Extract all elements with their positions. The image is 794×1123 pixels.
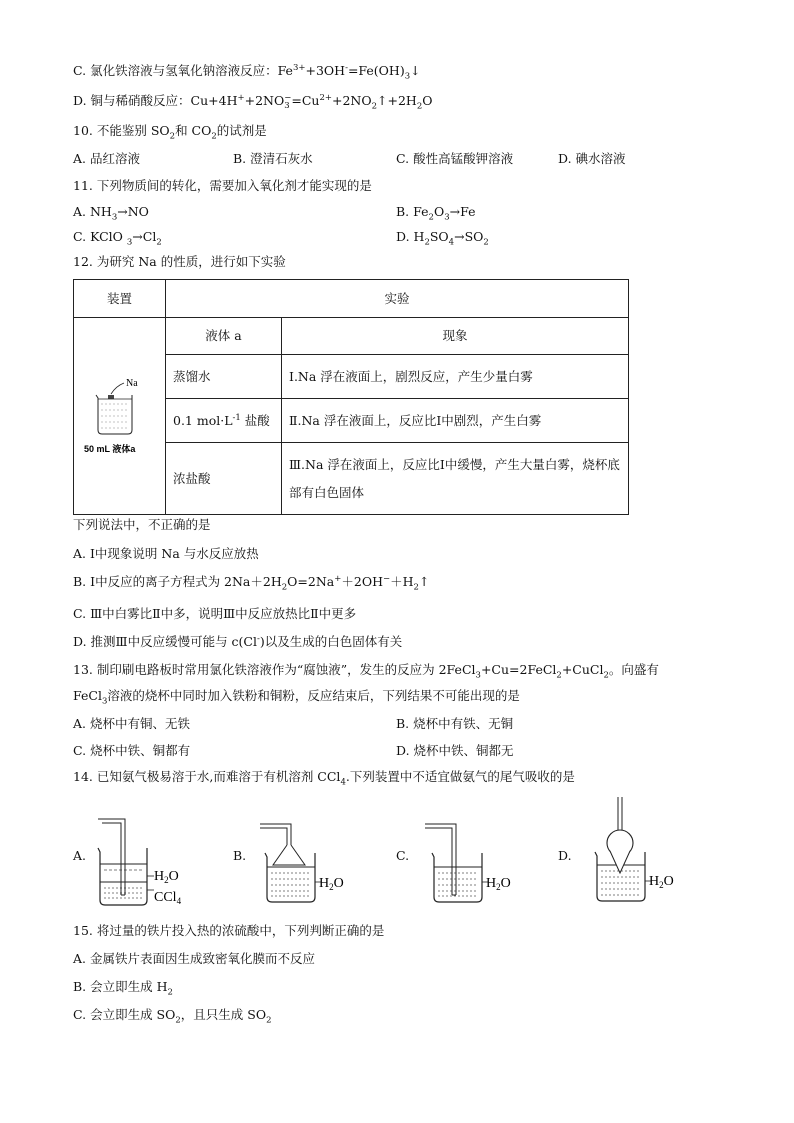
q14-fig-d-apparatus: [585, 795, 695, 905]
beaker-outline: [265, 853, 315, 902]
q13-stem-line2: FeCl$_3$溶液的烧杯中同时加入铁粉和铜粉，反应结束后，下列结果不可能出现的是: [73, 688, 520, 707]
na-arrow-line: [111, 383, 124, 394]
q15-option-a: A. 金属铁片表面因生成致密氧化膜而不反应: [73, 951, 315, 966]
q13-option-c: C. 烧杯中铁、铜都有: [73, 743, 191, 758]
q12-option-c: C. Ⅲ中白雾比Ⅱ中多，说明Ⅲ中反应放热比Ⅱ中更多: [73, 606, 357, 621]
beaker-outline: [98, 848, 147, 905]
q11-option-d: D. $H_2SO_4\to SO_2$: [396, 229, 489, 248]
q13-option-d: D. 烧杯中铁、铜都无: [396, 743, 514, 758]
q12-option-d: D. 推测Ⅲ中反应缓慢可能与 c(Cl-)以及生成的白色固体有关: [73, 633, 403, 649]
q10-stem: 10. 不能鉴别 $SO_2$和 $CO_2$的试剂是: [73, 123, 267, 142]
q11-option-a: A. $NH_3\to NO$: [73, 204, 149, 223]
h2o-label: $H_2O$: [319, 876, 344, 892]
q10-option-a: A. 品红溶液: [73, 151, 140, 166]
q11-option-b: B. $Fe_2O_3\to Fe$: [396, 204, 476, 223]
bulb-tip: [610, 851, 630, 873]
beaker-label: 50 mL 液体a: [84, 444, 136, 454]
liquid-cell: 0.1 $mol\cdot L^{-1}$ 盐酸: [166, 399, 282, 443]
q10-option-d: D. 碘水溶液: [558, 151, 626, 166]
table-header-liquid: 液体 a: [166, 318, 282, 355]
table-header-phenomenon: 现象: [282, 318, 629, 355]
phenomenon-cell: Ⅲ.Na 浮在液面上，反应比Ⅰ中缓慢，产生大量白雾，烧杯底部有白色固体: [282, 443, 629, 515]
q13-option-b: B. 烧杯中有铁、无铜: [396, 716, 514, 731]
beaker-outline: [432, 853, 482, 902]
liquid-cell: 蒸馏水: [166, 355, 282, 399]
q12-question: 下列说法中，不正确的是: [73, 517, 211, 532]
h2o-label: $H_2O$: [649, 874, 674, 890]
q10-option-c: C. 酸性高锰酸钾溶液: [396, 151, 514, 166]
q12-option-a: A. Ⅰ中现象说明 Na 与水反应放热: [73, 546, 259, 561]
q14-fig-b-apparatus: [255, 815, 365, 910]
q11-stem: 11. 下列物质间的转化，需要加入氧化剂才能实现的是: [73, 178, 372, 193]
q9-option-c: C. 氯化铁溶液与氢氧化钠溶液反应：$Fe^{3+}+3OH^-=Fe(OH)_3↓$: [73, 62, 421, 82]
table-header-experiment: 实验: [166, 280, 629, 318]
phenomenon-cell: Ⅰ.Na 浮在液面上，剧烈反应，产生少量白雾: [282, 355, 629, 399]
q14-fig-a-letter: A.: [73, 848, 87, 863]
q14-fig-c-apparatus: [420, 815, 530, 910]
h2o-label: $H_2O$: [486, 876, 511, 892]
q12-stem: 12. 为研究 Na 的性质，进行如下实验: [73, 254, 286, 269]
na-label: Na: [126, 378, 138, 389]
inlet-tube: [98, 819, 125, 895]
q13-option-a: A. 烧杯中有铜、无铁: [73, 716, 190, 731]
q14-fig-b-letter: B.: [233, 848, 247, 863]
q12-option-b: B. Ⅰ中反应的离子方程式为 $2Na+2H_2O=2Na^++2OH^-+H_2↑$: [73, 573, 430, 593]
q11-option-c: C. KClO $_3\to Cl_2$: [73, 229, 162, 248]
beaker-with-na-figure: [81, 368, 161, 458]
inverted-funnel: [273, 845, 305, 865]
inlet-tube: [260, 824, 291, 845]
na-piece: [108, 395, 114, 399]
ccl4-label: CCl$_4$: [154, 890, 182, 906]
device-figure-cell: [74, 318, 166, 515]
phenomenon-cell: Ⅱ.Na 浮在液面上，反应比Ⅰ中剧烈，产生白雾: [282, 399, 629, 443]
table-header-device: 装置: [74, 280, 166, 318]
q9-option-d: D. 铜与稀硝酸反应：Cu+4H++2NO − 3 $=Cu^{2+}+2NO_2↑+2H_2O$: [73, 92, 433, 112]
q15-option-c: C. 会立即生成 $SO_2$，且只生成 $SO_2$: [73, 1007, 272, 1026]
inlet-tube: [425, 824, 456, 895]
q14-fig-c-letter: C.: [396, 848, 410, 863]
liquid-cell: 浓盐酸: [166, 443, 282, 515]
q10-option-b: B. 澄清石灰水: [233, 151, 313, 166]
q13-stem-line1: 13. 制印刷电路板时常用氯化铁溶液作为“腐蚀液”，发生的反应为 2FeCl$_3$+Cu=2FeCl$_2$+CuCl$_2$。向盛有: [73, 662, 659, 681]
q14-fig-a-apparatus: [90, 812, 200, 912]
experiment-table: [73, 279, 629, 515]
q15-option-b: B. 会立即生成 $H_2$: [73, 979, 173, 998]
h2o-label: $H_2O$: [154, 869, 179, 885]
q15-stem: 15. 将过量的铁片投入热的浓硫酸中，下列判断正确的是: [73, 923, 385, 938]
q14-fig-d-letter: D.: [558, 848, 572, 863]
q14-stem: 14. 已知氨气极易溶于水,而难溶于有机溶剂 CCl$_4$.下列装置中不适宜做氨气的尾气吸收的是: [73, 769, 575, 788]
